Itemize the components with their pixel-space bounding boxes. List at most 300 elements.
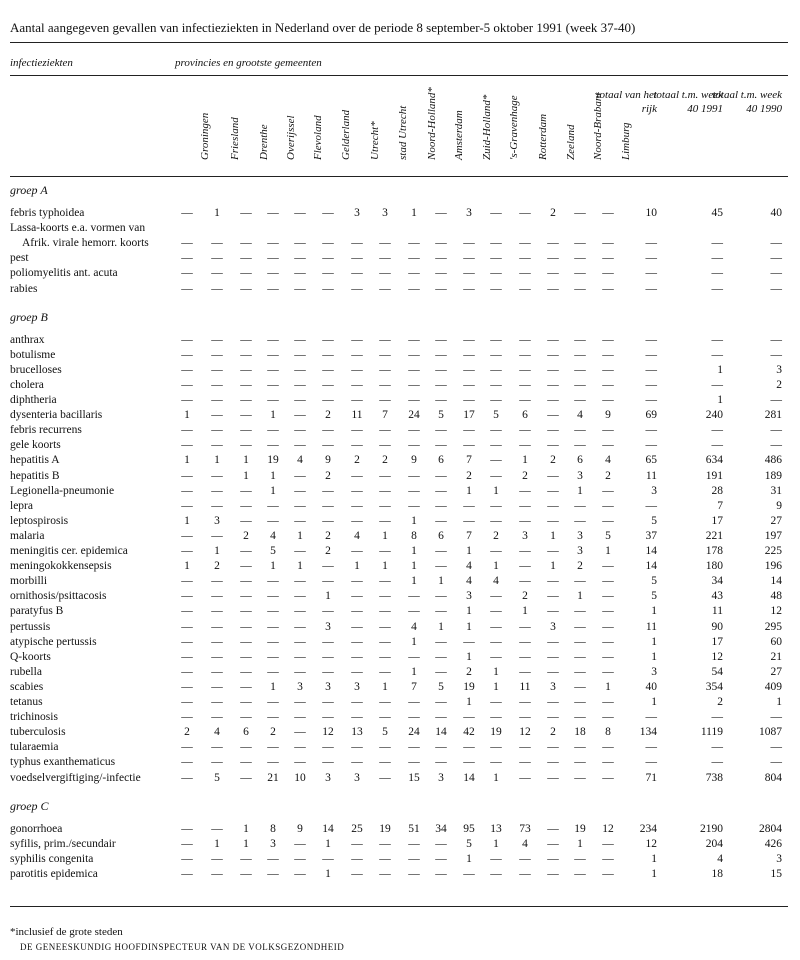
table-cell: 1 [522,605,528,618]
table-cell: — [408,424,420,437]
table-cell: — [294,409,306,422]
table-cell: 13 [351,726,363,739]
table-cell: — [322,605,334,618]
table-cell: — [322,378,334,391]
table-cell: — [519,756,531,769]
table-cell: 5 [270,545,276,557]
table-cell: — [240,605,252,618]
table-cell: — [211,529,223,542]
table-cell: — [602,394,614,406]
table-cell: — [490,741,502,754]
table-cell: — [408,605,420,618]
table-cell: — [379,378,391,391]
table-cell: — [519,620,531,633]
table-cell: — [463,635,475,648]
table-cell: 2 [577,560,583,573]
total-cell: 69 [645,409,657,422]
table-cell: 4 [297,454,303,467]
table-cell: — [435,267,447,280]
row-label: parotitis epidemica [10,867,98,880]
table-cell: 2 [270,726,276,739]
table-cell: — [267,575,279,588]
table-cell: — [602,499,614,512]
table-cell: — [379,363,391,376]
table-cell: 1 [325,837,331,850]
table-cell: — [602,237,614,250]
table-cell: 34 [435,822,447,835]
total-cell: 486 [764,454,782,467]
table-cell: — [602,590,614,603]
table-cell: — [240,333,252,346]
row-label: trichinosis [10,711,58,724]
table-cell: — [294,363,306,376]
table-cell: — [240,252,252,265]
table-cell: — [435,348,447,361]
row-label: paratyfus B [10,605,64,618]
table-cell: 3 [354,771,360,784]
table-cell: 2 [243,529,249,542]
table-cell: — [602,650,614,663]
row-label: morbilli [10,575,48,588]
table-cell: — [322,635,334,648]
table-cell: — [267,424,279,437]
row-label: tuberculosis [10,726,66,739]
table-cell: — [211,394,223,406]
table-cell: — [267,348,279,361]
table-cell: — [519,394,531,406]
table-cell: — [547,394,559,406]
table-cell: 73 [519,822,531,835]
table-cell: 10 [294,771,306,784]
total-cell: 54 [711,665,723,678]
table-cell: — [435,665,447,678]
table-cell: — [463,424,475,437]
table-cell: — [547,514,559,527]
total-cell: — [711,439,723,452]
column-header-6 [357,82,381,172]
table-cell: — [240,267,252,280]
table-cell: — [322,756,334,769]
table-cell: — [574,348,586,361]
table-cell: — [602,439,614,452]
table-cell: — [379,348,391,361]
column-header-label: Zuid-Holland* [481,94,493,160]
total-cell: 31 [770,484,782,497]
total-cell: — [645,348,657,361]
table-cell: 1 [297,560,303,573]
table-cell: — [547,575,559,588]
table-cell: — [240,424,252,437]
table-cell: — [547,771,559,784]
table-cell: 1 [243,469,249,482]
table-cell: 2 [605,469,611,482]
table-cell: — [547,409,559,422]
table-cell: — [294,267,306,280]
table-cell: 5 [214,771,220,784]
table-cell: 1 [605,545,611,557]
column-header-label: Flevoland [312,115,324,160]
total-cell: 221 [705,529,723,542]
table-cell: 3 [354,680,360,693]
table-cell: — [379,837,391,850]
table-cell: — [574,665,586,678]
total-cell: 3 [651,665,657,678]
table-cell: 6 [438,454,444,467]
table-cell: 17 [463,409,475,422]
table-cell: — [463,363,475,376]
table-cell: 4 [270,529,276,542]
row-label: cholera [10,378,44,391]
row-label: meningokokkensepsis [10,560,112,573]
table-cell: — [351,394,363,406]
total-cell: 17 [711,514,723,527]
table-cell: — [211,620,223,633]
table-cell: 1 [270,680,276,693]
table-cell: 1 [411,514,417,527]
table-cell: — [211,252,223,265]
table-cell: — [574,696,586,708]
table-cell: — [408,852,420,865]
table-cell: — [211,439,223,452]
table-cell: — [408,867,420,880]
table-cell: — [463,711,475,724]
table-cell: 2 [493,529,499,542]
table-cell: — [519,635,531,648]
column-header-3 [273,82,297,172]
table-cell: — [181,590,193,603]
table-cell: 3 [325,771,331,784]
table-cell: — [267,756,279,769]
table-cell: — [435,499,447,512]
total-cell: 14 [770,575,782,588]
table-cell: — [351,545,363,557]
table-cell: 6 [243,726,249,739]
table-cell: 4 [605,454,611,467]
table-cell: — [294,590,306,603]
table-cell: — [602,514,614,527]
table-cell: — [267,378,279,391]
table-cell: 1 [214,454,220,467]
table-cell: — [211,378,223,391]
header-bottom-rule [10,176,788,177]
table-cell: — [351,499,363,512]
row-label: dysenteria bacillaris [10,409,103,422]
table-cell: 1 [354,560,360,573]
table-cell: — [547,837,559,850]
table-cell: — [267,514,279,527]
table-cell: — [211,333,223,346]
table-cell: 1 [493,680,499,693]
table-cell: 1 [466,605,472,618]
table-cell: — [322,348,334,361]
table-cell: — [294,378,306,391]
total-cell: 12 [711,650,723,663]
total-cell: 1 [651,852,657,865]
table-cell: — [519,499,531,512]
table-cell: — [435,207,447,219]
table-cell: — [181,252,193,265]
table-cell: 3 [466,207,472,219]
table-cell: — [602,560,614,573]
table-cell: 1 [577,590,583,603]
table-cell: 1 [411,207,417,219]
table-cell: — [435,545,447,557]
total-cell: 426 [764,837,782,850]
table-cell: — [602,605,614,618]
table-cell: — [408,267,420,280]
table-cell: — [240,852,252,865]
table-cell: 24 [408,726,420,739]
total-column-header-2: totaal t.m. week 40 1990 [712,89,782,115]
row-label: atypische pertussis [10,635,97,648]
table-cell: 3 [466,590,472,603]
total-cell: — [645,378,657,391]
table-cell: — [490,545,502,557]
table-cell: — [240,696,252,708]
total-cell: — [645,756,657,769]
table-cell: — [351,575,363,588]
table-cell: — [240,590,252,603]
table-cell: — [379,756,391,769]
table-cell: — [294,726,306,739]
row-label: scabies [10,680,44,693]
table-cell: — [490,282,502,295]
table-cell: — [435,560,447,573]
table-cell: 5 [493,409,499,422]
table-cell: — [322,852,334,865]
table-cell: — [294,852,306,865]
table-cell: — [547,822,559,835]
table-cell: — [547,252,559,265]
table-cell: 6 [438,529,444,542]
table-cell: — [547,741,559,754]
table-cell: — [547,333,559,346]
table-cell: — [294,665,306,678]
table-cell: — [181,333,193,346]
table-cell: — [351,333,363,346]
total-cell: 37 [645,529,657,542]
table-cell: 7 [411,680,417,693]
table-cell: — [181,620,193,633]
table-cell: — [379,545,391,557]
table-cell: — [240,650,252,663]
total-cell: 90 [711,620,723,633]
total-cell: 11 [711,605,723,618]
total-cell: 43 [711,590,723,603]
table-cell: — [211,665,223,678]
table-cell: — [519,741,531,754]
table-cell: — [181,756,193,769]
table-cell: — [211,237,223,250]
table-cell: — [408,378,420,391]
row-label: rabies [10,282,38,295]
table-cell: — [181,424,193,437]
row-label: pest [10,252,29,265]
table-cell: 1 [550,529,556,542]
table-cell: — [602,741,614,754]
row-label: tetanus [10,696,43,708]
table-cell: — [294,424,306,437]
total-cell: — [770,756,782,769]
table-cell: — [267,252,279,265]
total-cell: — [645,424,657,437]
table-cell: — [519,267,531,280]
table-cell: — [294,711,306,724]
table-cell: 1 [270,560,276,573]
table-cell: 15 [408,771,420,784]
table-cell: 6 [522,409,528,422]
table-cell: 8 [411,529,417,542]
table-cell: — [240,756,252,769]
table-cell: 1 [243,822,249,835]
table-cell: — [240,207,252,219]
table-cell: — [379,394,391,406]
table-cell: — [267,439,279,452]
column-header-label: Gelderland [340,109,352,160]
total-cell: 5 [651,514,657,527]
group-label: groep A [10,183,48,197]
table-cell: — [181,378,193,391]
table-cell: — [408,499,420,512]
table-cell: 1 [270,469,276,482]
table-cell: — [602,711,614,724]
table-cell: — [463,499,475,512]
table-cell: — [435,424,447,437]
row-label: Q-koorts [10,650,51,663]
table-cell: — [351,756,363,769]
table-cell: — [240,409,252,422]
table-cell: — [574,394,586,406]
table-cell: — [181,837,193,850]
table-cell: — [602,771,614,784]
table-cell: — [181,499,193,512]
table-cell: 1 [184,454,190,467]
table-cell: — [408,711,420,724]
table-cell: — [574,424,586,437]
total-cell: 234 [639,822,657,835]
table-cell: 1 [382,680,388,693]
table-cell: 19 [490,726,502,739]
table-cell: 8 [270,822,276,835]
table-cell: 1 [411,545,417,557]
table-cell: — [602,333,614,346]
table-cell: — [379,514,391,527]
total-cell: 60 [770,635,782,648]
total-cell: 178 [705,545,723,557]
table-cell: — [322,282,334,295]
table-cell: 3 [382,207,388,219]
table-cell: — [294,650,306,663]
table-cell: 7 [466,454,472,467]
column-header-label: Zeeland [565,124,577,160]
table-cell: — [322,696,334,708]
table-cell: — [519,575,531,588]
table-cell: 1 [270,409,276,422]
table-cell: — [322,560,334,573]
table-cell: — [519,333,531,346]
table-cell: — [574,575,586,588]
table-cell: — [547,348,559,361]
table-cell: — [211,741,223,754]
table-cell: — [267,867,279,880]
total-cell: 1 [651,867,657,880]
column-header-2 [246,82,270,172]
total-cell: 804 [764,771,782,784]
table-cell: — [240,560,252,573]
table-cell: — [490,267,502,280]
total-cell: 18 [711,867,723,880]
table-cell: — [379,237,391,250]
table-cell: — [351,590,363,603]
table-cell: — [435,394,447,406]
total-cell: 738 [705,771,723,784]
table-cell: — [519,514,531,527]
table-cell: — [490,378,502,391]
table-cell: 19 [379,822,391,835]
table-cell: — [181,605,193,618]
table-cell: — [408,439,420,452]
row-label: gele koorts [10,439,61,452]
column-header-9 [441,82,465,172]
table-cell: — [602,207,614,219]
table-cell: 3 [577,529,583,542]
table-cell: 9 [325,454,331,467]
total-cell: — [770,711,782,724]
table-cell: — [408,696,420,708]
table-cell: 1 [605,680,611,693]
group-label: groep B [10,309,48,324]
table-cell: 1 [493,560,499,573]
table-cell: — [294,620,306,633]
table-cell: — [519,650,531,663]
table-cell: 19 [267,454,279,467]
table-cell: 11 [351,409,363,422]
table-cell: — [322,665,334,678]
total-cell: 225 [764,545,782,557]
table-cell: — [351,635,363,648]
table-cell: — [519,363,531,376]
table-cell: — [294,252,306,265]
table-cell: — [408,484,420,497]
row-label: anthrax [10,333,45,346]
table-cell: — [211,867,223,880]
table-cell: — [408,837,420,850]
top-rule [10,42,788,43]
total-cell: 134 [639,726,657,739]
table-cell: — [435,514,447,527]
total-cell: 1 [651,650,657,663]
total-column-header-0: totaal van het rijk [596,89,657,115]
row-label: diphtheria [10,394,57,406]
table-cell: 14 [435,726,447,739]
table-cell: 3 [325,680,331,693]
table-cell: — [267,590,279,603]
table-cell: 1 [325,867,331,880]
row-label: voedselvergiftiging/-infectie [10,771,141,784]
table-cell: — [574,756,586,769]
table-cell: — [574,514,586,527]
table-cell: — [240,378,252,391]
column-header-5 [328,82,352,172]
table-cell: — [602,267,614,280]
table-cell: — [351,514,363,527]
table-cell: — [379,620,391,633]
table-cell: 3 [325,620,331,633]
table-cell: — [519,207,531,219]
table-cell: 1 [493,484,499,497]
table-cell: — [408,252,420,265]
table-cell: — [211,484,223,497]
